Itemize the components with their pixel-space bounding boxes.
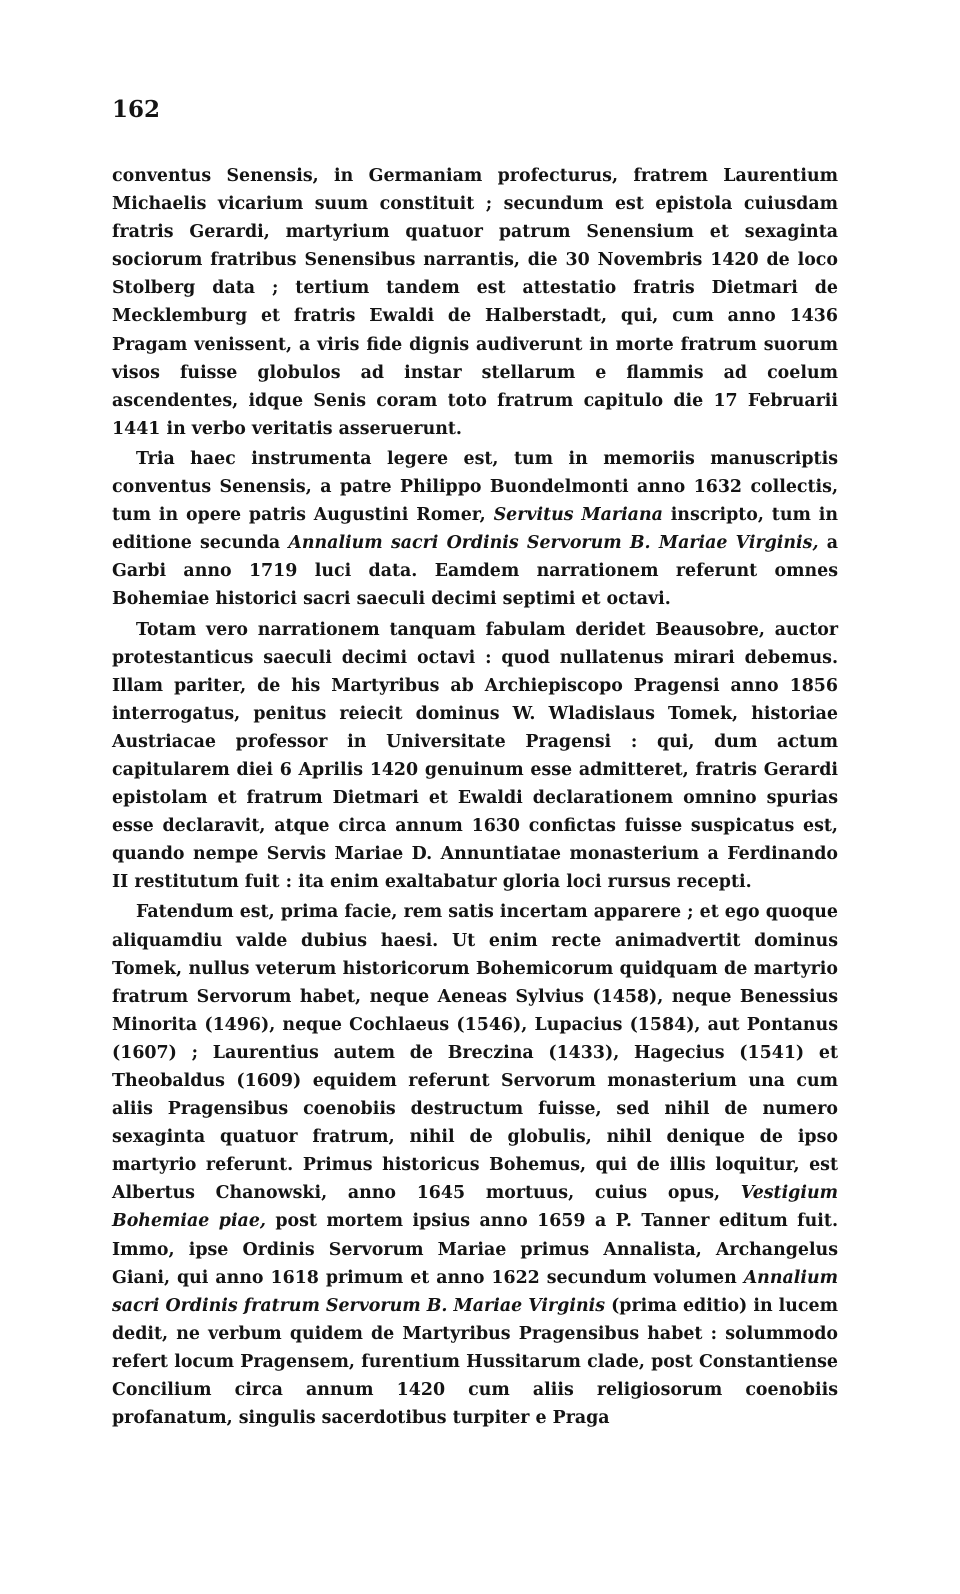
text-run: Fatendum est, prima facie, rem satis incertam apparere ; et ego quoque aliquamdiu valde dubius haesi. Ut enim recte animadvertit dominus Tomek, nullus veterum historicorum Bohemicorum quidquam de martyrio fratrum Servorum habet, neque Aeneas Sylvius (1458), neque Benessius Minorita (1496), neque Cochlaeus (1546), Lupacius (1584), aut Pontanus (1607) ; Laurentius autem de Breczina (1433), Hagecius (1541) et Theobaldus (1609) equidem referunt Servorum monasterium una cum aliis Pragensibus coenobiis destructum fuisse, sed nihil de numero sexaginta quatuor fratrum, nihil de globulis, nihil denique de ipso martyrio referunt. Primus historicus Bohemus, qui de illis loquitur, est Albertus Chanowski, anno 1645 mortuus, cuius opus, xyxy=(112,902,838,1204)
paragraph-4 xyxy=(112,898,838,1432)
italic-title: Vestigium Bohemiae piae, xyxy=(112,1183,838,1232)
paragraph-1 xyxy=(112,162,838,443)
text-run: post mortem ipsius anno 1659 a P. Tanner editum fuit. Immo, ipse Ordinis Servorum Mariae primus Annalista, Archangelus Giani, qui anno 1618 primum et anno 1622 secundum volumen xyxy=(112,1211,838,1288)
italic-title: Annalium sacri Ordinis fratrum Servorum B. Mariae Virginis xyxy=(112,1267,838,1316)
paragraph-2 xyxy=(112,445,838,614)
page-number: 162 xyxy=(112,96,161,123)
text-run: (prima editio) in lucem dedit, ne verbum quidem de Martyribus Pragensibus habet : solummodo refert locum Pragensem, furentium Hussitarum clade, post Constantiense Concilium circa annum 1420 cum aliis religiosorum coenobiis profanatum, singulis sacerdotibus turpiter e Praga xyxy=(112,1295,838,1429)
italic-title: Annalium sacri Ordinis Servorum B. Mariae Virginis, xyxy=(288,533,819,554)
text-run: Totam vero narrationem tanquam fabulam deridet Beausobre, auctor protestanticus saeculi decimi octavi : quod nullatenus mirari debemus. Illam pariter, de his Martyribus ab Archiepiscopo Pragensi anno 1856 interrogatus, penitus reiecit dominus W. Wladislaus Tomek, historiae Austriacae professor in Universitate Pragensi : qui, dum actum capitularem diei 6 Aprilis 1420 genuinum esse admitteret, fratris Gerardi epistolam et fratrum Dietmari et Ewaldi declarationem omnino spurias esse declaravit, atque circa annum 1630 confictas fuisse suspicatus est, quando nempe Servis Mariae D. Annuntiatae monasterium a Ferdinando II restitutum fuit : ita enim exaltabatur gloria loci rursus recepti. xyxy=(112,619,838,893)
text-run: conventus Senensis, in Germaniam profecturus, fratrem Laurentium Michaelis vicarium suum constituit ; secundum est epistola cuiusdam fratris Gerardi, martyrium quatuor patrum Senensium et sexaginta sociorum fratribus Senensibus narrantis, die 30 Novembris 1420 de loco Stolberg data ; tertium tandem est attestatio fratris Dietmari de Mecklemburg et fratris Ewaldi de Halberstadt, qui, cum anno 1436 Pragam venissent, a viris fide dignis audiverunt in morte fratrum suorum visos fuisse globulos ad instar stellarum e flammis ad coelum ascendentes, idque Senis coram toto fratrum capitulo die 17 Februarii 1441 in verbo veritatis asseruerunt. xyxy=(112,166,838,439)
text-run: a Garbi anno 1719 luci data. Eamdem narrationem referunt omnes Bohemiae historici sacri saeculi decimi septimi et octavi. xyxy=(112,533,839,610)
italic-title: Servitus Mariana xyxy=(493,505,663,526)
body-text xyxy=(112,162,838,1432)
text-run: inscripto, tum in editione secunda xyxy=(112,505,838,554)
text-run: Tria haec instrumenta legere est, tum in memoriis manuscriptis conventus Senensis, a patre Philippo Buondelmonti anno 1632 collectis, tum in opere patris Augustini Romer, xyxy=(112,448,838,526)
paragraph-3 xyxy=(112,616,838,897)
